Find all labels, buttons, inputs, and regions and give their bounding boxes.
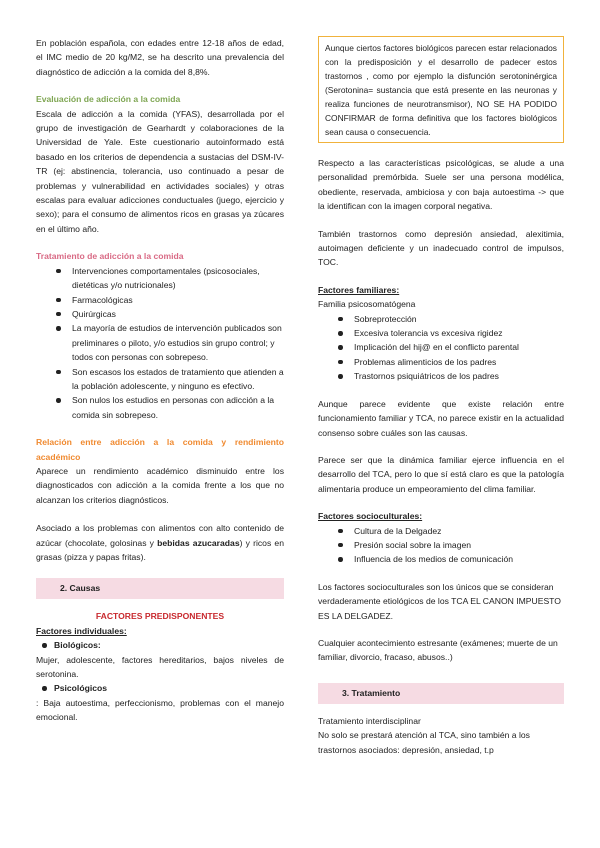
left-column (36, 36, 284, 725)
bullet-icon (338, 331, 343, 336)
biological-text: Mujer, adolescente, factores hereditarios, bajos niveles de serotonina. (36, 654, 284, 680)
list-item: La mayoría de estudios de intervención publicados son preliminares o piloto, y/o estudios sin grupo control; y todos con personas con sobrepeso. (36, 321, 284, 364)
psychological-traits-paragraph: Respecto a las características psicológicas, se alude a una personalidad premórbida. Suele ser una persona modélica, obediente, reservada, ambiciosa y con baja autoestima -> que la identifican con la imagen corporal negativa. (318, 158, 564, 212)
list-item: Son escasos los estados de tratamiento que atienden a la población adolescente, y ninguno es efectivo. (36, 365, 284, 394)
list-item: Presión social sobre la imagen (318, 538, 564, 552)
bullet-icon (56, 269, 61, 274)
sociocultural-heading: Factores socioculturales: (318, 511, 423, 522)
treatment-line-1: Tratamiento interdisciplinar (318, 715, 421, 726)
predisposing-heading: FACTORES PREDISPONENTES (95, 611, 225, 622)
association-paragraph: Asociado a los problemas con alimentos con alto contenido de azúcar (chocolate, golosinas y bebidas azucaradas) y ricos en grasas (pizza y papas fritas). (36, 523, 284, 562)
sociocultural-list (318, 524, 564, 567)
list-item: Son nulos los estudios en personas con adicción a la comida sin sobrepeso. (36, 393, 284, 422)
treatment-heading: Tratamiento de adicción a la comida (36, 251, 184, 262)
biological-label: Biológicos: (36, 638, 284, 652)
bullet-icon (56, 398, 61, 403)
evaluation-heading: Evaluación de adicción a la comida (36, 94, 181, 105)
family-factors-heading: Factores familiares: (318, 284, 400, 295)
section-bar-tratamiento: 3. Tratamiento (318, 683, 564, 704)
relation-paragraph: Aparece un rendimiento académico disminuido entre los diagnosticados con adicción a la comida frente a los que no alcanzan los criterios diagnósticos. (36, 465, 284, 505)
relation-heading: Relación entre adicción a la comida y rendimiento académico (36, 437, 284, 462)
list-item: Farmacológicas (36, 293, 284, 307)
list-item: Intervenciones comportamentales (psicosociales, dietéticas y/o nutricionales) (36, 264, 284, 293)
list-item: Excesiva tolerancia vs excesiva rigidez (318, 326, 564, 340)
bullet-icon (338, 360, 343, 365)
list-item: Influencia de los medios de comunicación (318, 552, 564, 566)
bullet-icon (56, 370, 61, 375)
treatment-line-2: No solo se prestará atención al TCA, sino también a los trastornos asociados: depresión, ansiedad, t.p (318, 730, 530, 755)
bullet-icon (338, 317, 343, 322)
family-paragraph-1: Aunque parece evidente que existe relación entre funcionamiento familiar y TCA, no parece existir en la actualidad consenso sobre cuáles son las causas. (318, 398, 564, 438)
disorders-paragraph: También trastornos como depresión ansiedad, alexitimia, autoimagen deficiente y un inadecuado control de impulsos, TOC. (318, 228, 564, 268)
right-column (318, 36, 564, 757)
bullet-icon (56, 312, 61, 317)
bullet-icon (338, 345, 343, 350)
psychological-label: Psicológicos (36, 681, 284, 695)
trigger-paragraph: Cualquier acontecimiento estresante (exámenes; muerte de un familiar, divorcio, fracaso, abusos..) (318, 637, 558, 663)
treatment-list (36, 264, 284, 422)
bullet-icon (338, 374, 343, 379)
biological-note-box: Aunque ciertos factores biológicos parecen estar relacionados con la predisposición y el desarrollo de padecer estos trastornos , como por ejemplo la disfunción serotoninérgica (Serotonina= sustancia que está presente en las neuronas y realiza funciones de neurotransmisor), NO SE HA PODIDO CONFIRMAR de forma definitiva que los factores biológicos sean causa o consecuencia. (318, 36, 564, 143)
bullet-icon (338, 557, 343, 562)
sociocultural-paragraph: Los factores socioculturales son los únicos que se consideran verdaderamente etiológicos de los TCA EL CANON IMPUESTO ES LA DELGADEZ. (318, 581, 561, 621)
section-bar-causas: 2. Causas (36, 578, 284, 599)
individual-factors-heading: Factores individuales: (36, 625, 127, 636)
psychological-text: : Baja autoestima, perfeccionismo, problemas con el manejo emocional. (36, 697, 284, 723)
list-item: Quirúrgicas (36, 307, 284, 321)
bullet-icon (56, 298, 61, 303)
evaluation-paragraph: Escala de adicción a la comida (YFAS), desarrollada por el grupo de investigación de Gearhardt y colaboraciones de la Universidad de Yale. Este cuestionario autoinformado está basado en los criterios de dependencia a sustacias del DSM-IV-TR (ej: abstinencia, tolerancia, uso continuado a pesar de problemas y vulnerabilidad en actividades sociales) y otras escalas para evaluar adicciones conductuales (juego, ejercicio y sexo); para el consumo de alimentos ricos en grasas ya zúcares en el último año. (36, 108, 284, 234)
family-list (318, 312, 564, 384)
list-item: Sobreprotección (318, 312, 564, 326)
bullet-icon (338, 529, 343, 534)
bullet-icon (42, 643, 47, 648)
list-item: Problemas alimenticios de los padres (318, 355, 564, 369)
list-item: Trastornos psiquiátricos de los padres (318, 369, 564, 383)
bullet-icon (56, 326, 61, 331)
bullet-icon (42, 686, 47, 691)
list-item: Implicación del hij@ en el conflicto parental (318, 340, 564, 354)
family-subheading: Familia psicosomatógena (318, 299, 416, 310)
intro-paragraph: En población española, con edades entre 12-18 años de edad, el IMC medio de 20 kg/M2, se ha descrito una prevalencia del diagnóstico de adicción a la comida del 8,8%. (36, 38, 284, 77)
bullet-icon (338, 543, 343, 548)
list-item: Cultura de la Delgadez (318, 524, 564, 538)
family-paragraph-2: Parece ser que la dinámica familiar ejerce influencia en el desarrollo del TCA, pero lo que sí está claro es que la patología alimentaria produce un empeoramiento del clima familiar. (318, 454, 564, 494)
